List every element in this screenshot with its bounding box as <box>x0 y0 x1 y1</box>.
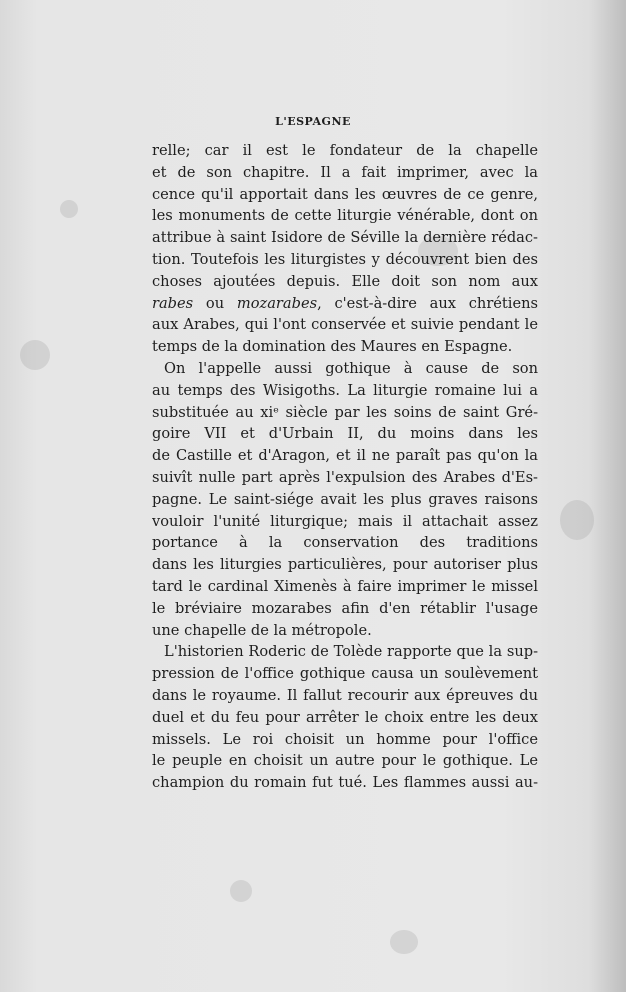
text-line <box>152 184 538 206</box>
text-line <box>152 489 538 511</box>
text-segment: portance à la conservation des traditions <box>152 534 538 552</box>
text-segment: dans les liturgies particulières, pour autoriser plus <box>152 556 538 574</box>
text-segment: cence qu'il apportait dans les œuvres de ce genre, <box>152 185 538 203</box>
running-header: L'ESPAGNE <box>275 115 351 128</box>
text-line <box>152 576 538 598</box>
text-segment: On l'appelle aussi gothique à cause de son <box>164 359 538 377</box>
italic-text: mozarabes <box>236 294 318 312</box>
text-segment: les monuments de cette liturgie vénérable, dont on <box>152 207 538 225</box>
text-line <box>152 467 538 489</box>
text-line <box>152 729 538 751</box>
text-segment: dans le royaume. Il fallut recourir aux épreuves du <box>152 686 538 704</box>
text-line <box>152 685 538 707</box>
text-segment: champion du romain fut tué. Les flammes aussi au- <box>152 774 538 792</box>
text-segment: substituée au xiᵉ siècle par les soins de saint Gré- <box>152 403 538 421</box>
text-line <box>152 402 538 424</box>
text-segment: de Castille et d'Aragon, et il ne paraît pas qu'on la <box>152 447 538 465</box>
text-segment: tard le cardinal Ximenès à faire imprimer le missel <box>152 577 538 595</box>
text-line <box>152 772 538 794</box>
text-line <box>152 271 538 293</box>
text-line <box>152 554 538 576</box>
text-segment: , c'est-à-dire aux chrétiens <box>317 294 538 312</box>
text-line <box>152 358 538 380</box>
text-segment: attribue à saint Isidore de Séville la dernière rédac- <box>152 229 538 247</box>
text-line <box>152 205 538 227</box>
text-segment: au temps des Wisigoths. La liturgie romaine lui a <box>152 381 538 399</box>
text-line <box>152 641 538 663</box>
text-segment: une chapelle de la métropole. <box>152 621 372 639</box>
text-line <box>152 140 538 162</box>
italic-text: rabes <box>152 294 194 312</box>
text-line <box>152 227 538 249</box>
text-segment: le peuple en choisit un autre pour le gothique. Le <box>152 752 538 770</box>
text-segment: suivît nulle part après l'expulsion des Arabes d'Es- <box>152 468 538 486</box>
text-line <box>152 293 538 315</box>
text-segment: le bréviaire mozarabes afin d'en rétablir l'usage <box>152 599 538 617</box>
page-body-text <box>152 140 538 794</box>
text-line <box>152 336 538 358</box>
text-line <box>152 314 538 336</box>
text-segment: missels. Le roi choisit un homme pour l'office <box>152 730 538 748</box>
text-segment: vouloir l'unité liturgique; mais il attachait assez <box>152 512 538 530</box>
text-segment: goire VII et d'Urbain II, du moins dans les <box>152 425 538 443</box>
text-line <box>152 598 538 620</box>
text-line <box>152 380 538 402</box>
text-segment: temps de la domination des Maures en Espagne. <box>152 338 513 356</box>
text-line <box>152 511 538 533</box>
text-segment: choses ajoutées depuis. Elle doit son nom aux <box>152 272 538 290</box>
text-segment: duel et du feu pour arrêter le choix entre les deux <box>152 708 538 726</box>
text-line <box>152 707 538 729</box>
text-line <box>152 445 538 467</box>
text-segment: relle; car il est le fondateur de la chapelle <box>152 142 538 159</box>
text-line <box>152 532 538 554</box>
text-segment: et de son chapitre. Il a fait imprimer, avec la <box>152 163 538 181</box>
text-segment: aux Arabes, qui l'ont conservée et suivie pendant le <box>152 316 538 334</box>
text-line <box>152 162 538 184</box>
text-line <box>152 663 538 685</box>
text-segment: L'historien Roderic de Tolède rapporte que la sup- <box>164 643 538 661</box>
text-line <box>152 423 538 445</box>
text-line <box>152 620 538 642</box>
text-line <box>152 249 538 271</box>
text-segment: tion. Toutefois les liturgistes y découvrent bien des <box>152 250 538 268</box>
text-segment: ou <box>193 294 237 312</box>
text-line <box>152 750 538 772</box>
text-segment: pression de l'office gothique causa un soulèvement <box>152 665 538 683</box>
text-segment: pagne. Le saint-siége avait les plus graves raisons <box>152 490 538 508</box>
